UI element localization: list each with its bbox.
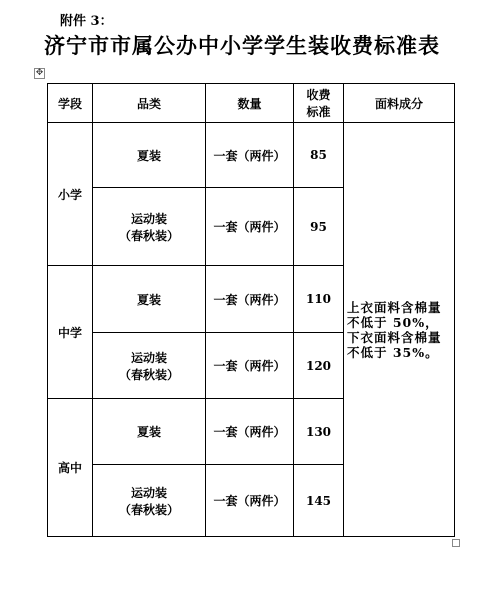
header-stage: 学段 [48,84,93,123]
fee-cell: 120 [294,333,344,399]
stage-cell: 中学 [48,266,93,399]
item-line1: 运动装 [130,211,167,226]
item-cell: 夏装 [93,399,206,465]
stage-cell: 高中 [48,399,93,537]
item-cell [93,188,206,266]
quantity-cell: 一套（两件） [206,399,294,465]
item-line2: （春秋装） [118,502,179,517]
table-resize-handle[interactable] [452,539,460,547]
fee-cell: 110 [294,266,344,333]
item-cell [93,465,206,537]
quantity-cell: 一套（两件） [206,333,294,399]
item-cell [93,333,206,399]
header-fee-line1: 收费 [306,88,331,102]
document-title: 济宁市市属公办中小学学生装收费标准表 [44,33,440,58]
fee-cell: 145 [294,465,344,537]
fee-cell: 95 [294,188,344,266]
fee-standard-table [47,83,455,537]
attachment-label: 附件 3： [60,14,113,29]
fabric-cell: 上衣面料含棉量不低于 50%，下衣面料含棉量不低于 35%。 [344,123,455,537]
item-line1: 运动装 [130,350,167,365]
table-header-row [48,84,455,123]
stage-cell: 小学 [48,123,93,266]
header-item: 品类 [93,84,206,123]
item-line1: 运动装 [130,485,167,500]
quantity-cell: 一套（两件） [206,266,294,333]
table-row [48,123,455,188]
item-cell: 夏装 [93,123,206,188]
quantity-cell: 一套（两件） [206,123,294,188]
quantity-cell: 一套（两件） [206,188,294,266]
fee-cell: 130 [294,399,344,465]
header-quantity: 数量 [206,84,294,123]
header-fee [294,84,344,123]
item-line2: （春秋装） [118,228,179,243]
header-fabric: 面料成分 [344,84,455,123]
header-fee-line2: 标准 [306,105,331,119]
item-cell: 夏装 [93,266,206,333]
item-line2: （春秋装） [118,367,179,382]
table-move-handle-icon[interactable]: ✥ [35,68,44,78]
fee-cell: 85 [294,123,344,188]
quantity-cell: 一套（两件） [206,465,294,537]
